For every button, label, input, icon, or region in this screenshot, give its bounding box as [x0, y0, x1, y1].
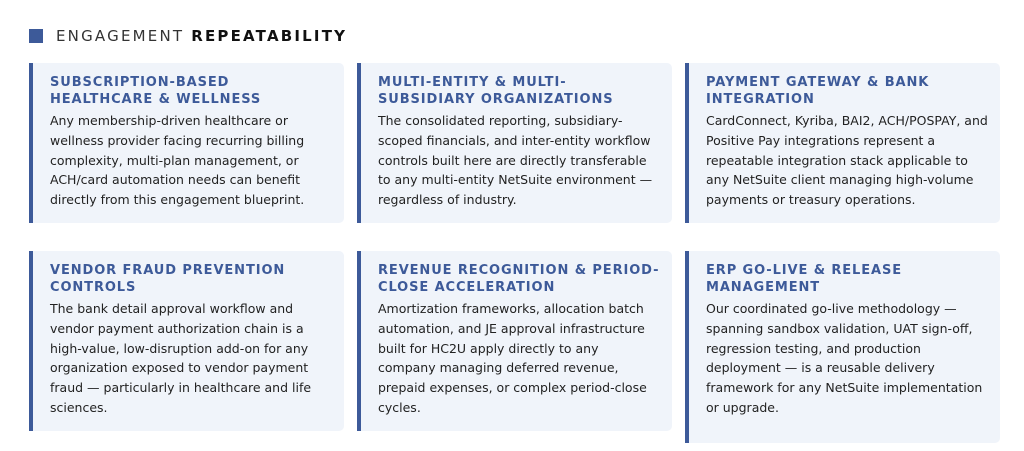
card-vendor-fraud — [29, 251, 344, 431]
card-multi-entity — [357, 63, 672, 223]
card-body: Amortization frameworks, allocation batch automation, and JE approval infrastructure built for HC2U apply directly to any company managing deferred revenue, prepaid expenses, or complex period-close cycles. — [378, 301, 647, 415]
card-title: PAYMENT GATEWAY & BANK INTEGRATION — [706, 75, 930, 107]
card-subscription-healthcare — [29, 63, 344, 223]
card-title: SUBSCRIPTION-BASED HEALTHCARE & WELLNESS — [50, 75, 262, 107]
card-body: CardConnect, Kyriba, BAI2, ACH/POSPAY, and Positive Pay integrations represent a repeatable integration stack applicable to any NetSuite client managing high-volume payments or treasury operations. — [706, 113, 988, 208]
header-marker-square — [29, 29, 43, 43]
section-header — [29, 26, 347, 46]
card-revenue-recognition — [357, 251, 672, 431]
card-title: VENDOR FRAUD PREVENTION CONTROLS — [50, 263, 286, 295]
section-title-bold: REPEATABILITY — [191, 27, 348, 45]
card-title: MULTI-ENTITY & MULTI-SUBSIDIARY ORGANIZATIONS — [378, 75, 614, 107]
card-body: Any membership-driven healthcare or wellness provider facing recurring billing complexity, multi-plan management, or ACH/card automation needs can benefit directly from this engagement blueprint. — [50, 113, 305, 208]
card-erp-go-live — [685, 251, 1000, 443]
card-body: Our coordinated go-live methodology — spanning sandbox validation, UAT sign-off, regression testing, and production deployment — is a reusable delivery framework for any NetSuite implementation or upgrade. — [706, 301, 983, 415]
card-title: ERP GO-LIVE & RELEASE MANAGEMENT — [706, 263, 903, 295]
card-payment-gateway — [685, 63, 1000, 223]
card-title: REVENUE RECOGNITION & PERIOD-CLOSE ACCELERATION — [378, 263, 660, 295]
card-body: The consolidated reporting, subsidiary-scoped financials, and inter-entity workflow controls built here are directly transferable to any multi-entity NetSuite environment — regardless of industry. — [378, 113, 653, 208]
card-body: The bank detail approval workflow and vendor payment authorization chain is a high-value, low-disruption add-on for any organization exposed to vendor payment fraud — particularly in healthcare and life sciences. — [50, 301, 312, 415]
section-title-light: ENGAGEMENT — [56, 27, 192, 45]
section-title — [56, 27, 347, 45]
